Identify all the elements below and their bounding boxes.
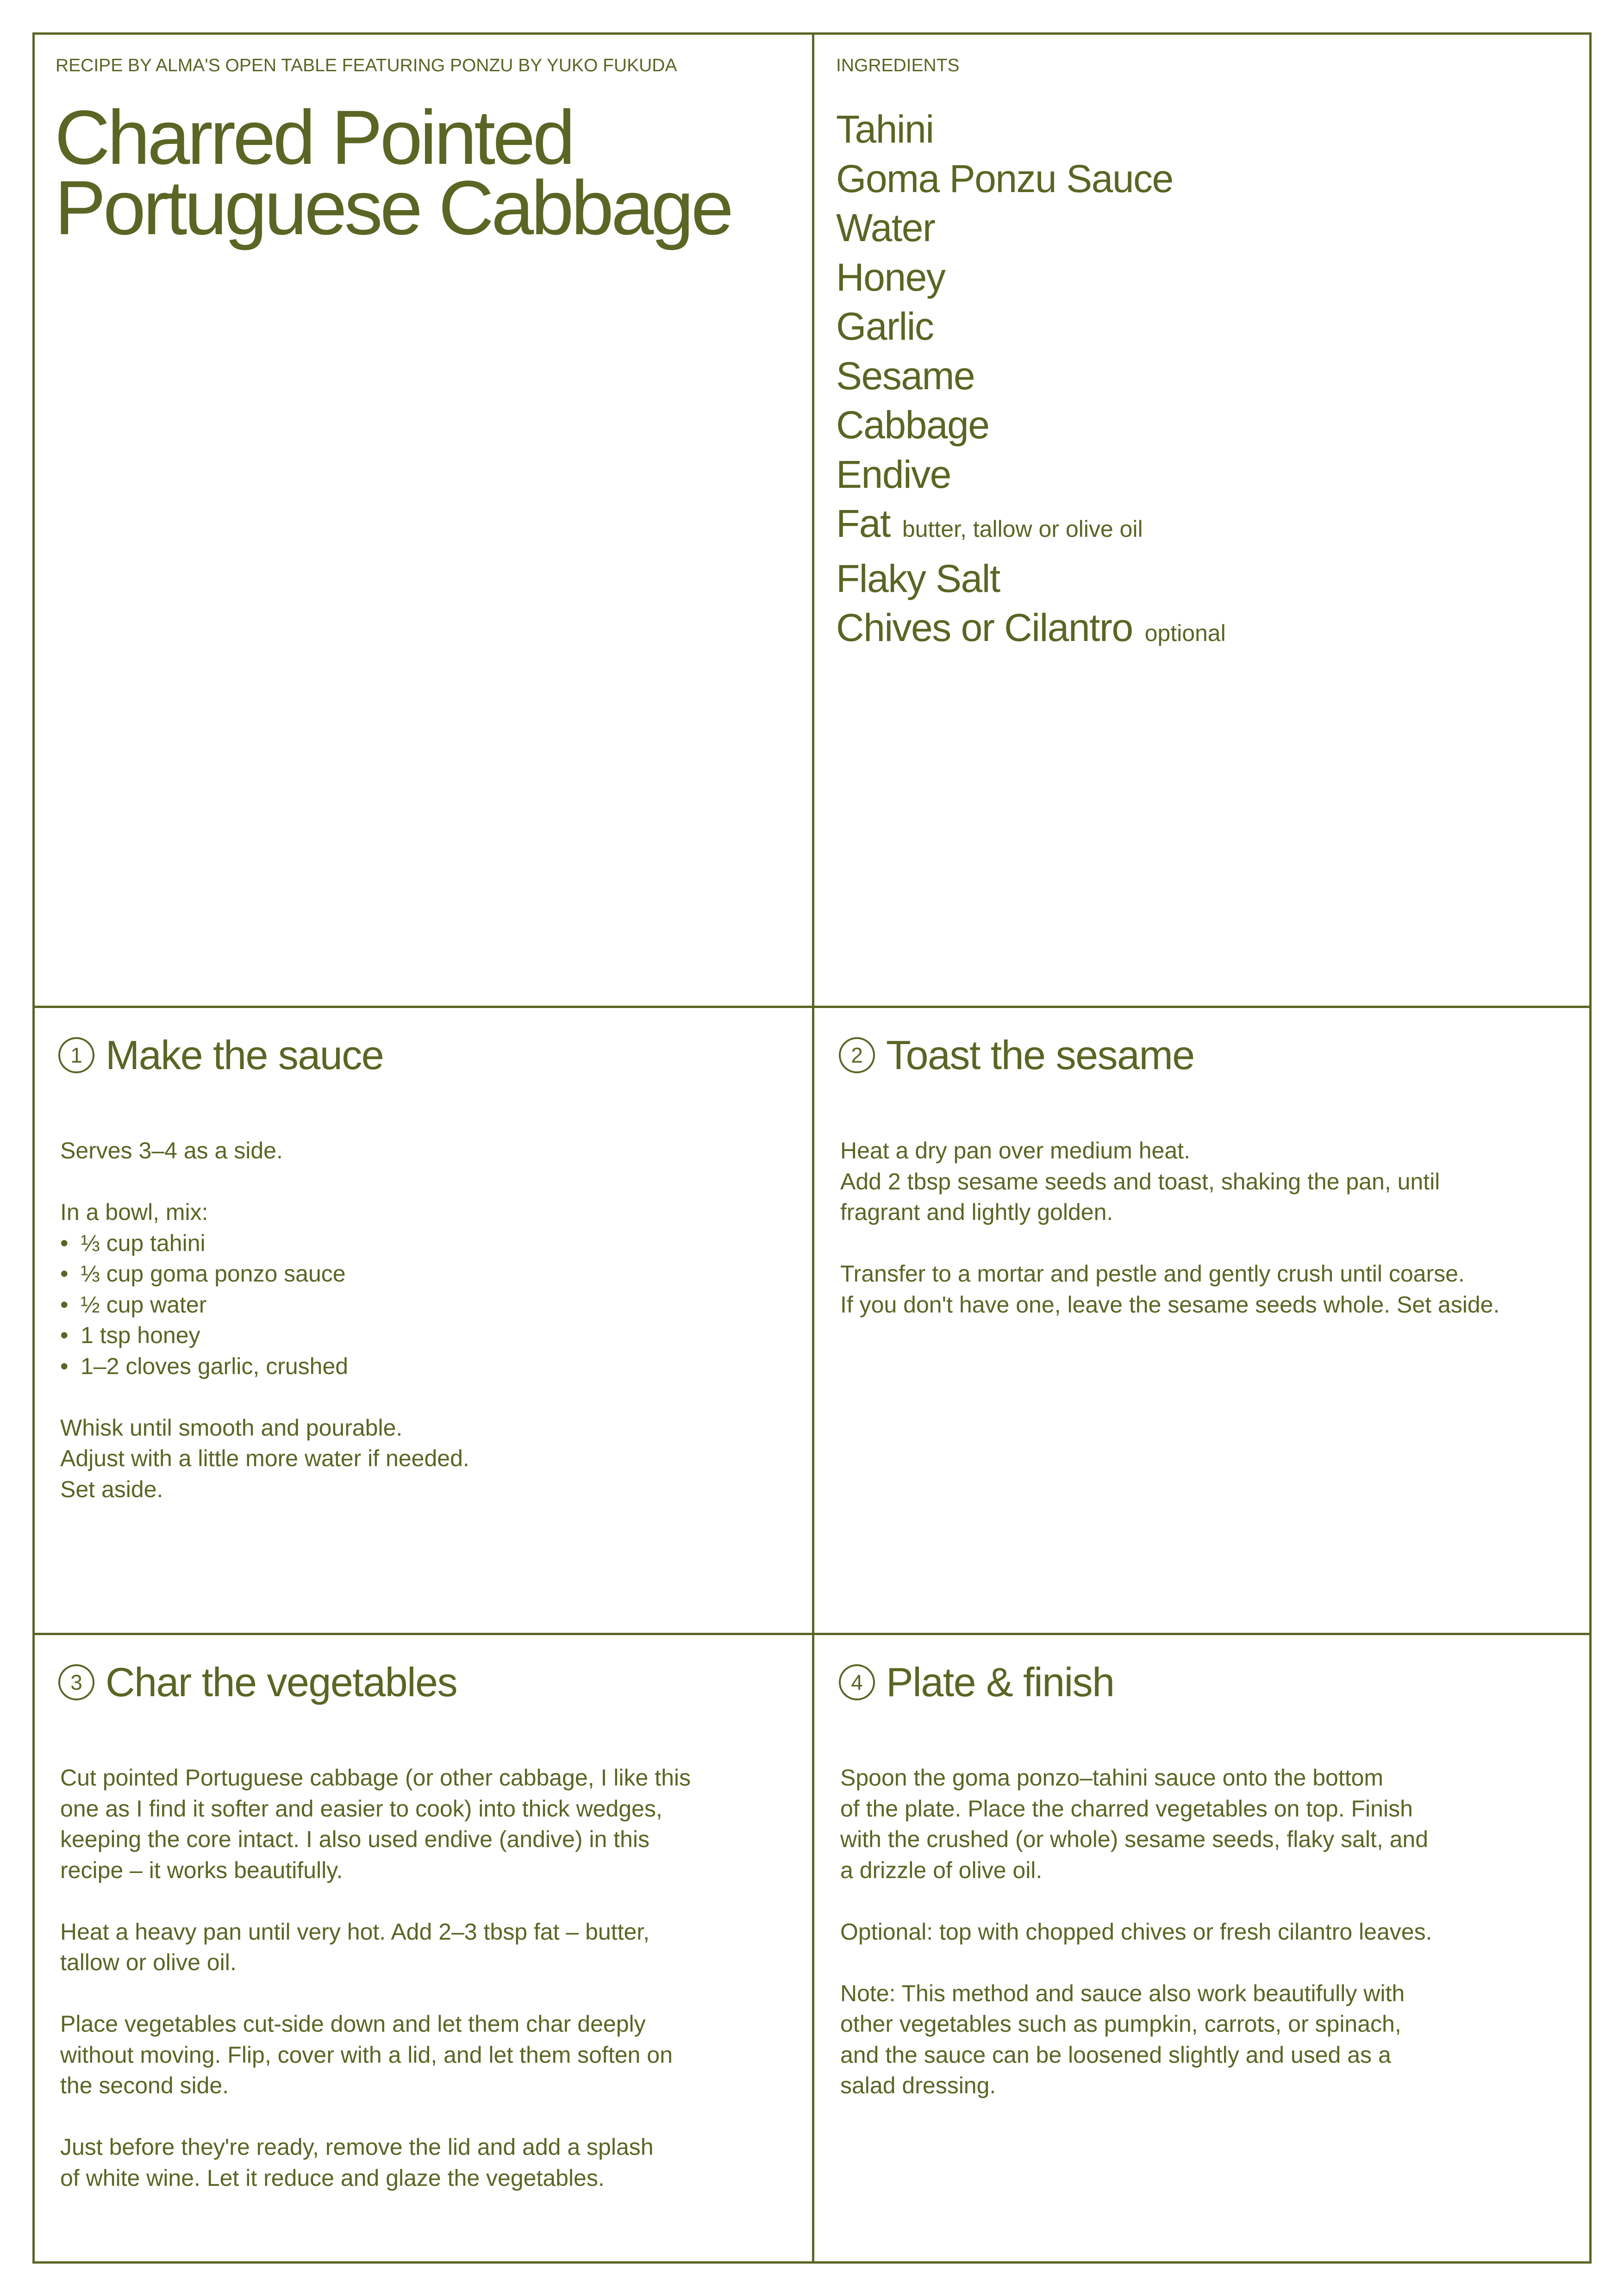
step-1-title: Make the sauce (106, 1032, 384, 1078)
row-divider-top (32, 1006, 1592, 1008)
step-number-badge: 1 (58, 1037, 94, 1073)
ingredient-item: Flaky Salt (836, 556, 1000, 600)
ingredients-heading: INGREDIENTS (836, 56, 960, 75)
step-3-paragraph: Place vegetables cut-side down and let them char deeply without moving. Flip, cover with a lid, and let them soften on the second side. (60, 2011, 673, 2098)
ingredient-item: Water (836, 206, 935, 249)
step-1-list-intro: In a bowl, mix: (60, 1199, 208, 1225)
list-item: • 1–2 cloves garlic, crushed (60, 1351, 792, 1382)
ingredient-note: butter, tallow or olive oil (902, 516, 1143, 542)
step-3-title: Char the vegetables (106, 1659, 457, 1705)
step-2-body (840, 1135, 1572, 1351)
step-number-badge: 2 (839, 1037, 875, 1073)
step-4-header (839, 1659, 1114, 1705)
step-2-paragraph: Heat a dry pan over medium heat. Add 2 tbsp sesame seeds and toast, shaking the pan, until fragrant and lightly golden. (840, 1138, 1440, 1225)
column-divider (812, 32, 814, 2264)
title-line-2: Portuguese Cabbage (55, 165, 731, 251)
list-item: • ⅓ cup tahini (60, 1228, 792, 1259)
step-number-badge: 3 (58, 1664, 94, 1700)
ingredient-item: Tahini (836, 107, 934, 151)
step-1-intro: Serves 3–4 as a side. (60, 1138, 283, 1164)
list-item: • ½ cup water (60, 1289, 792, 1320)
step-number-badge: 4 (839, 1664, 875, 1700)
step-1-list (60, 1228, 792, 1382)
list-item: • ⅓ cup goma ponzo sauce (60, 1258, 792, 1289)
step-3-paragraph: Just before they're ready, remove the lid and add a splash of white wine. Let it reduce and glaze the vegetables. (60, 2134, 654, 2191)
list-item: • 1 tsp honey (60, 1320, 792, 1351)
ingredient-note: optional (1144, 620, 1226, 646)
title-line-1: Charred Pointed (55, 95, 573, 180)
ingredient-item: Garlic (836, 305, 934, 348)
step-4-body (840, 1762, 1572, 2132)
ingredient-item: Cabbage (836, 403, 989, 447)
recipe-credit: RECIPE BY ALMA'S OPEN TABLE FEATURING PONZU BY YUKO FUKUDA (56, 56, 677, 75)
step-2-header (839, 1032, 1194, 1078)
ingredients-list (836, 105, 1226, 658)
step-4-paragraph: Optional: top with chopped chives or fresh cilantro leaves. (840, 1918, 1432, 1945)
step-4-title: Plate & finish (886, 1659, 1114, 1705)
ingredient-item: Endive (836, 452, 951, 496)
ingredient-item: Honey (836, 255, 945, 299)
row-divider-bottom (32, 1633, 1592, 1635)
step-3-paragraph: Cut pointed Portuguese cabbage (or other cabbage, I like this one as I find it softer and easier to cook) into thick wedges, keeping the core intact. I also used endive (andive) in this recipe – it works beautifully. (60, 1765, 691, 1883)
step-1-body (60, 1135, 792, 1536)
recipe-title (55, 95, 795, 251)
step-3-body (60, 1762, 792, 2224)
ingredient-item: Chives or Cilantro optional (836, 606, 1226, 649)
step-4-paragraph: Spoon the goma ponzo–tahini sauce onto the bottom of the plate. Place the charred vegetables on top. Finish with the crushed (or whole) sesame seeds, flaky salt, and a drizzle of olive oil. (840, 1765, 1429, 1883)
step-2-paragraph: Transfer to a mortar and pestle and gently crush until coarse. If you don't have one, leave the sesame seeds whole. Set aside. (840, 1261, 1500, 1318)
step-3-paragraph: Heat a heavy pan until very hot. Add 2–3 tbsp fat – butter, tallow or olive oil. (60, 1918, 650, 1975)
step-3-header (58, 1659, 457, 1705)
ingredient-item: Sesame (836, 354, 975, 398)
step-1-header (58, 1032, 384, 1078)
step-1-outro: Whisk until smooth and pourable. Adjust with a little more water if needed. Set aside. (60, 1414, 469, 1502)
ingredient-item: Fat butter, tallow or olive oil (836, 502, 1143, 545)
step-2-title: Toast the sesame (886, 1032, 1194, 1078)
ingredient-item: Goma Ponzu Sauce (836, 156, 1173, 200)
step-4-paragraph: Note: This method and sauce also work beautifully with other vegetables such as pumpkin, carrots, or spinach, and the sauce can be loosened slightly and used as a salad dressing. (840, 1980, 1405, 2098)
